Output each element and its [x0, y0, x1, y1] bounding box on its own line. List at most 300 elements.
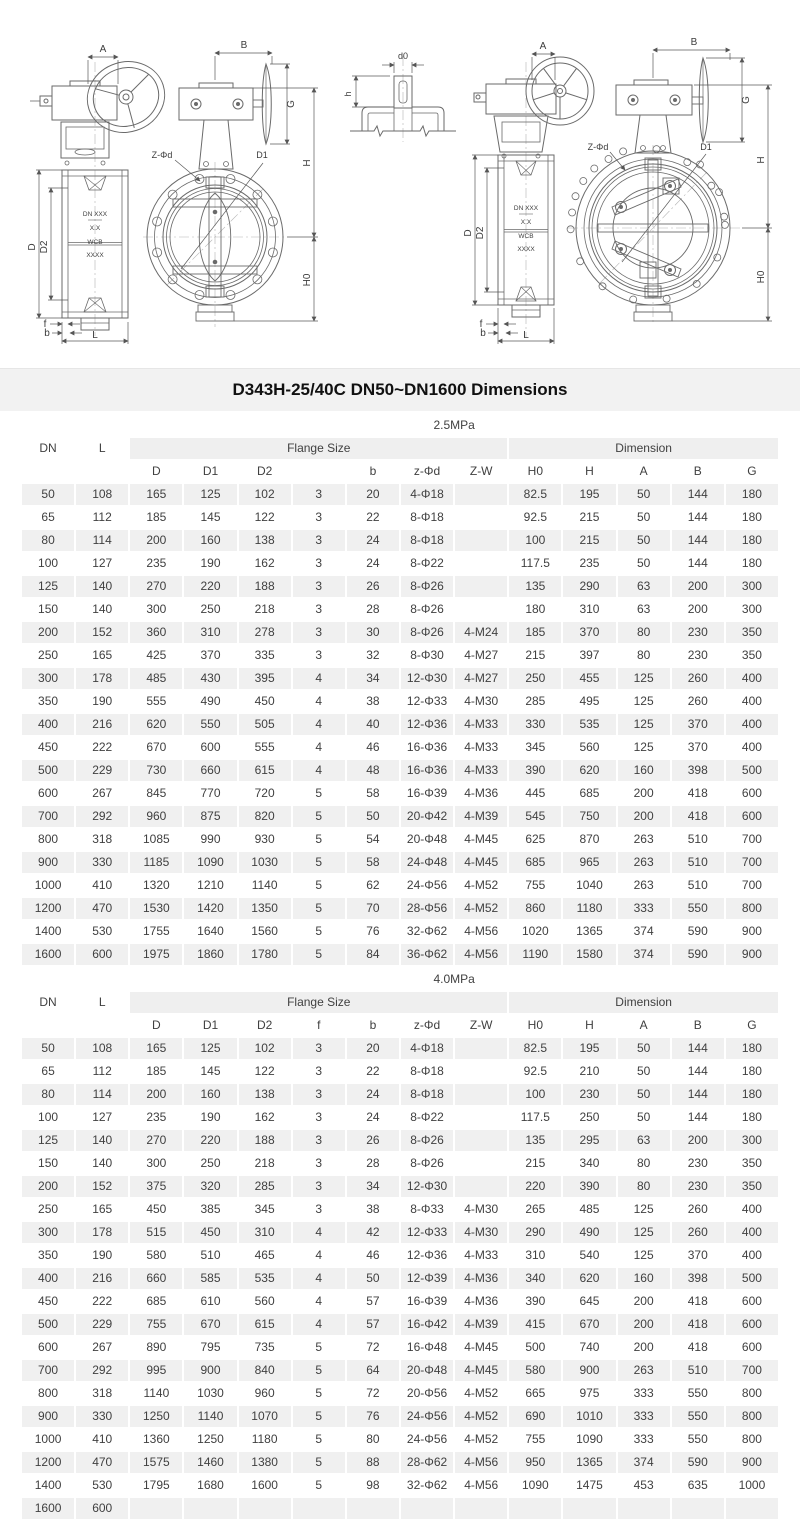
table-row	[22, 1176, 778, 1197]
table-cell: 555	[130, 691, 182, 712]
table-cell	[293, 1498, 345, 1519]
table-cell: 320	[184, 1176, 236, 1197]
table-cell: 50	[618, 1107, 670, 1128]
table-cell	[130, 1498, 182, 1519]
table-cell: 222	[76, 737, 128, 758]
table-cell: 16-Φ48	[401, 1337, 453, 1358]
table-cell: 795	[184, 1337, 236, 1358]
table-cell: 1600	[22, 944, 74, 965]
table-cell: 22	[347, 1061, 399, 1082]
table-cell: 220	[184, 1130, 236, 1151]
table-cell: 16-Φ36	[401, 737, 453, 758]
table-cell: 4	[293, 760, 345, 781]
table-cell: 50	[618, 1061, 670, 1082]
table-cell: 188	[239, 576, 291, 597]
table-cell: 218	[239, 1153, 291, 1174]
table-cell: 1380	[239, 1452, 291, 1473]
table-cell: 965	[563, 852, 615, 873]
table-cell: 1350	[239, 898, 291, 919]
table-cell	[726, 1498, 778, 1519]
table-cell: 5	[293, 921, 345, 942]
table-cell: 800	[726, 1406, 778, 1427]
table-cell: 350	[726, 1153, 778, 1174]
column-header-l: L	[76, 415, 128, 482]
table-cell: 230	[672, 645, 724, 666]
table-cell: 16-Φ42	[401, 1314, 453, 1335]
column-header-dn: DN	[22, 969, 74, 1036]
table-cell: 180	[726, 1084, 778, 1105]
table-row	[22, 622, 778, 643]
table-cell: 144	[672, 1038, 724, 1059]
table-cell: 92.5	[509, 1061, 561, 1082]
table-cell: 300	[726, 1130, 778, 1151]
table-cell: 960	[239, 1383, 291, 1404]
table-cell: 700	[726, 875, 778, 896]
table-cell: 28-Φ62	[401, 1452, 453, 1473]
table-cell: 3	[293, 599, 345, 620]
table-cell: 800	[726, 1429, 778, 1450]
table-cell: 200	[130, 1084, 182, 1105]
table-cell: 510	[672, 1360, 724, 1381]
table-cell	[455, 484, 507, 505]
column-header: D	[130, 1015, 182, 1036]
table-cell: 3	[293, 1153, 345, 1174]
dim-label-h: H	[302, 159, 313, 167]
table-cell: 210	[563, 1061, 615, 1082]
table-cell: 333	[618, 898, 670, 919]
table-cell: 660	[184, 760, 236, 781]
table-cell: 465	[239, 1245, 291, 1266]
table-cell: 125	[618, 1199, 670, 1220]
table-cell: 4	[293, 714, 345, 735]
table-cell: 4-M33	[455, 737, 507, 758]
table-cell: 975	[563, 1383, 615, 1404]
table-cell: 4	[293, 1291, 345, 1312]
table-cell: 900	[22, 1406, 74, 1427]
table-cell: 72	[347, 1383, 399, 1404]
column-header: H0	[509, 461, 561, 482]
table-cell: 318	[76, 829, 128, 850]
table-row	[22, 1291, 778, 1312]
table-row	[22, 553, 778, 574]
table-cell: 4-M56	[455, 921, 507, 942]
table-cell: 820	[239, 806, 291, 827]
table-row	[22, 898, 778, 919]
dim-label-d: D	[27, 243, 38, 251]
table-cell: 400	[726, 714, 778, 735]
table-cell: 860	[509, 898, 561, 919]
table-cell: 160	[618, 1268, 670, 1289]
table-cell: 1400	[22, 921, 74, 942]
table-cell: 1575	[130, 1452, 182, 1473]
table-cell: 870	[563, 829, 615, 850]
table-cell: 26	[347, 1130, 399, 1151]
dim-label-l: L	[92, 330, 98, 341]
table-cell: 160	[184, 530, 236, 551]
table-cell: 500	[509, 1337, 561, 1358]
table-cell: 263	[618, 875, 670, 896]
table-cell: 330	[76, 852, 128, 873]
table-cell: 485	[130, 668, 182, 689]
nameplate-dn-text: DN XXX	[513, 205, 539, 212]
table-cell: 5	[293, 1475, 345, 1496]
nameplate-material-text: WCB	[518, 233, 534, 240]
column-header: G	[726, 461, 778, 482]
table-cell: 82.5	[509, 1038, 561, 1059]
stem-detail-drawing	[350, 56, 456, 142]
dim-label-d2: D2	[475, 226, 486, 240]
table-cell: 50	[347, 1268, 399, 1289]
table-cell: 165	[130, 1038, 182, 1059]
table-cell: 3	[293, 1061, 345, 1082]
table-cell: 230	[672, 1176, 724, 1197]
table-row	[22, 530, 778, 551]
table-cell: 418	[672, 1337, 724, 1358]
table-cell: 445	[509, 783, 561, 804]
table-cell: 165	[76, 645, 128, 666]
table-cell: 610	[184, 1291, 236, 1312]
table-cell: 310	[239, 1222, 291, 1243]
column-header	[293, 461, 345, 482]
group-header-flange-size: Flange Size	[130, 438, 507, 459]
group-header-flange-size: Flange Size	[130, 992, 507, 1013]
table-row	[22, 1107, 778, 1128]
table-cell: 600	[726, 806, 778, 827]
table-cell: 585	[184, 1268, 236, 1289]
table-cell: 190	[184, 553, 236, 574]
table-cell: 350	[22, 1245, 74, 1266]
column-header: A	[618, 461, 670, 482]
table-row	[22, 1429, 778, 1450]
table-cell: 270	[130, 576, 182, 597]
table-cell: 180	[726, 1038, 778, 1059]
dim-label-d1: D1	[700, 142, 712, 152]
table-cell: 550	[672, 1406, 724, 1427]
table-cell: 250	[22, 1199, 74, 1220]
table-cell: 80	[618, 1153, 670, 1174]
table-cell: 370	[563, 622, 615, 643]
table-cell: 590	[672, 921, 724, 942]
table-cell: 1365	[563, 921, 615, 942]
table-cell: 350	[726, 622, 778, 643]
table-cell: 127	[76, 1107, 128, 1128]
table-cell	[401, 1498, 453, 1519]
table-cell: 220	[184, 576, 236, 597]
table-cell: 125	[618, 714, 670, 735]
column-header: H	[563, 1015, 615, 1036]
front-view-right-dimensions	[610, 50, 772, 321]
table-cell: 180	[509, 599, 561, 620]
table-cell: 8-Φ18	[401, 1061, 453, 1082]
table-cell: 190	[76, 1245, 128, 1266]
table-cell: 3	[293, 507, 345, 528]
table-cell: 3	[293, 1199, 345, 1220]
table-cell: 108	[76, 1038, 128, 1059]
table-cell: 72	[347, 1337, 399, 1358]
dim-label-g: G	[286, 100, 297, 108]
table-cell: 20-Φ48	[401, 1360, 453, 1381]
table-cell: 24-Φ56	[401, 1429, 453, 1450]
table-cell: 418	[672, 783, 724, 804]
table-cell: 4-M45	[455, 1360, 507, 1381]
table-cell: 135	[509, 576, 561, 597]
table-cell: 5	[293, 852, 345, 873]
table-row	[22, 1222, 778, 1243]
table-cell: 92.5	[509, 507, 561, 528]
table-cell: 450	[239, 691, 291, 712]
table-cell: 615	[239, 1314, 291, 1335]
table-cell: 5	[293, 806, 345, 827]
nameplate-pn-text: X.X	[520, 219, 532, 226]
table-cell: 4-M45	[455, 1337, 507, 1358]
table-row	[22, 944, 778, 965]
table-cell: 144	[672, 1061, 724, 1082]
table-cell: 3	[293, 530, 345, 551]
table-cell: 80	[618, 645, 670, 666]
table-cell: 620	[563, 1268, 615, 1289]
table-cell: 220	[509, 1176, 561, 1197]
table-row	[22, 1084, 778, 1105]
table-cell: 3	[293, 553, 345, 574]
table-cell: 1000	[22, 875, 74, 896]
nameplate-pn-text: X.X	[89, 225, 101, 232]
table-cell: 500	[726, 1268, 778, 1289]
table-cell: 16-Φ39	[401, 783, 453, 804]
table-cell: 3	[293, 1038, 345, 1059]
table-cell: 670	[184, 1314, 236, 1335]
table-cell: 122	[239, 1061, 291, 1082]
table-cell: 540	[563, 1245, 615, 1266]
table-cell: 1090	[509, 1475, 561, 1496]
table-cell: 375	[130, 1176, 182, 1197]
table-cell: 80	[22, 530, 74, 551]
column-header: z-Φd	[401, 1015, 453, 1036]
column-header: b	[347, 461, 399, 482]
table-cell: 1640	[184, 921, 236, 942]
table-cell	[347, 1498, 399, 1519]
table-cell	[184, 1498, 236, 1519]
table-cell: 125	[618, 1245, 670, 1266]
table-cell: 57	[347, 1291, 399, 1312]
table-cell: 12-Φ36	[401, 714, 453, 735]
table-cell: 500	[726, 760, 778, 781]
table-cell: 48	[347, 760, 399, 781]
table-cell: 16-Φ39	[401, 1291, 453, 1312]
table-cell: 50	[618, 1084, 670, 1105]
table-cell: 32-Φ62	[401, 921, 453, 942]
table-cell: 990	[184, 829, 236, 850]
table-cell: 80	[618, 1176, 670, 1197]
column-header: D2	[239, 1015, 291, 1036]
table-cell: 530	[76, 1475, 128, 1496]
table-cell: 222	[76, 1291, 128, 1312]
table-cell: 1560	[239, 921, 291, 942]
table-cell: 8-Φ26	[401, 622, 453, 643]
table-cell: 418	[672, 806, 724, 827]
table-cell: 195	[563, 1038, 615, 1059]
table-cell	[672, 1498, 724, 1519]
table-row	[22, 737, 778, 758]
table-cell: 1365	[563, 1452, 615, 1473]
table-row	[22, 1498, 778, 1519]
table-cell: 50	[618, 507, 670, 528]
table-cell	[455, 1176, 507, 1197]
table-cell: 80	[618, 622, 670, 643]
table-cell: 510	[672, 829, 724, 850]
stem-detail-dimensions	[352, 62, 424, 107]
table-cell: 665	[509, 1383, 561, 1404]
table-cell: 600	[22, 783, 74, 804]
table-cell: 24	[347, 553, 399, 574]
table-cell: 1530	[130, 898, 182, 919]
table-cell: 152	[76, 1176, 128, 1197]
table-cell: 76	[347, 1406, 399, 1427]
table-cell: 4-M30	[455, 1199, 507, 1220]
group-header-dimension: Dimension	[509, 992, 778, 1013]
table-cell: 700	[726, 852, 778, 873]
table-cell: 425	[130, 645, 182, 666]
group-header-dimension: Dimension	[509, 438, 778, 459]
dim-label-g: G	[741, 96, 752, 104]
table-cell: 100	[22, 1107, 74, 1128]
table-cell: 64	[347, 1360, 399, 1381]
table-cell: 360	[130, 622, 182, 643]
table-cell: 1680	[184, 1475, 236, 1496]
table-cell: 180	[726, 553, 778, 574]
table-cell: 700	[726, 1360, 778, 1381]
table-cell: 8-Φ30	[401, 645, 453, 666]
table-cell: 144	[672, 1107, 724, 1128]
table-cell: 1460	[184, 1452, 236, 1473]
table-cell: 310	[563, 599, 615, 620]
table-cell: 82.5	[509, 484, 561, 505]
table-cell: 36-Φ62	[401, 944, 453, 965]
table-cell: 235	[130, 1107, 182, 1128]
table-cell: 229	[76, 1314, 128, 1335]
table-cell: 1250	[184, 1429, 236, 1450]
table-cell: 160	[618, 760, 670, 781]
table-cell: 12-Φ39	[401, 1268, 453, 1289]
table-cell: 122	[239, 507, 291, 528]
table-cell: 185	[130, 1061, 182, 1082]
table-cell: 1185	[130, 852, 182, 873]
table-cell: 263	[618, 829, 670, 850]
table-cell: 4-M52	[455, 875, 507, 896]
table-cell: 3	[293, 622, 345, 643]
table-cell: 370	[184, 645, 236, 666]
table-cell: 4-M39	[455, 806, 507, 827]
table-cell: 117.5	[509, 1107, 561, 1128]
table-row	[22, 1038, 778, 1059]
table-cell: 50	[22, 484, 74, 505]
table-cell	[239, 1498, 291, 1519]
table-cell: 102	[239, 484, 291, 505]
table-cell: 4-M52	[455, 898, 507, 919]
table-row	[22, 921, 778, 942]
table-cell: 1000	[22, 1429, 74, 1450]
table-cell: 4	[293, 691, 345, 712]
table-cell: 340	[509, 1268, 561, 1289]
table-cell: 995	[130, 1360, 182, 1381]
table-cell: 4-M33	[455, 760, 507, 781]
table-cell: 12-Φ33	[401, 1222, 453, 1243]
table-cell: 8-Φ22	[401, 553, 453, 574]
table-cell: 285	[509, 691, 561, 712]
table-cell: 4	[293, 1314, 345, 1335]
table-cell: 98	[347, 1475, 399, 1496]
table-cell: 145	[184, 1061, 236, 1082]
table-cell: 335	[239, 645, 291, 666]
table-cell: 58	[347, 852, 399, 873]
table-cell: 1140	[239, 875, 291, 896]
table-cell: 150	[22, 1153, 74, 1174]
table-row	[22, 1130, 778, 1151]
table-cell: 845	[130, 783, 182, 804]
table-cell: 292	[76, 806, 128, 827]
table-cell: 800	[726, 898, 778, 919]
table-cell: 1320	[130, 875, 182, 896]
table-cell: 3	[293, 1084, 345, 1105]
table-cell: 370	[672, 737, 724, 758]
table-cell: 20	[347, 484, 399, 505]
table-cell: 260	[672, 1199, 724, 1220]
table-cell: 330	[76, 1406, 128, 1427]
table-cell: 250	[22, 645, 74, 666]
table-cell: 24-Φ56	[401, 1406, 453, 1427]
table-cell: 50	[618, 553, 670, 574]
table-cell: 300	[22, 668, 74, 689]
table-cell: 4-M36	[455, 1291, 507, 1312]
table-cell: 670	[563, 1314, 615, 1335]
table-cell: 1580	[563, 944, 615, 965]
table-cell: 750	[563, 806, 615, 827]
table-cell: 295	[563, 1130, 615, 1151]
table-cell: 1000	[726, 1475, 778, 1496]
table-cell: 100	[509, 530, 561, 551]
dim-label-d2: D2	[39, 240, 50, 254]
table-cell	[455, 553, 507, 574]
table-cell: 400	[726, 1245, 778, 1266]
table-cell: 4-M30	[455, 691, 507, 712]
table-cell: 1210	[184, 875, 236, 896]
table-cell: 200	[618, 1291, 670, 1312]
table-cell: 5	[293, 898, 345, 919]
dim-label-h0: H0	[756, 270, 767, 284]
table-cell: 138	[239, 530, 291, 551]
table-cell: 140	[76, 576, 128, 597]
table-cell: 190	[184, 1107, 236, 1128]
table-cell: 216	[76, 1268, 128, 1289]
table-cell: 390	[509, 1291, 561, 1312]
page-title: D343H-25/40C DN50~DN1600 Dimensions	[0, 368, 800, 411]
table-cell: 300	[130, 1153, 182, 1174]
table-cell: 4-M52	[455, 1406, 507, 1427]
table-cell: 345	[239, 1199, 291, 1220]
table-cell: 200	[618, 1337, 670, 1358]
table-cell: 1090	[563, 1429, 615, 1450]
dim-label-a: A	[539, 41, 547, 52]
table-cell: 63	[618, 576, 670, 597]
table-cell: 200	[22, 622, 74, 643]
table-cell: 180	[726, 530, 778, 551]
table-cell: 200	[672, 599, 724, 620]
table-cell: 350	[726, 645, 778, 666]
table-cell: 180	[726, 507, 778, 528]
dim-label-b: b	[480, 328, 486, 339]
table-cell: 145	[184, 507, 236, 528]
table-cell: 550	[672, 1429, 724, 1450]
table-cell: 42	[347, 1222, 399, 1243]
